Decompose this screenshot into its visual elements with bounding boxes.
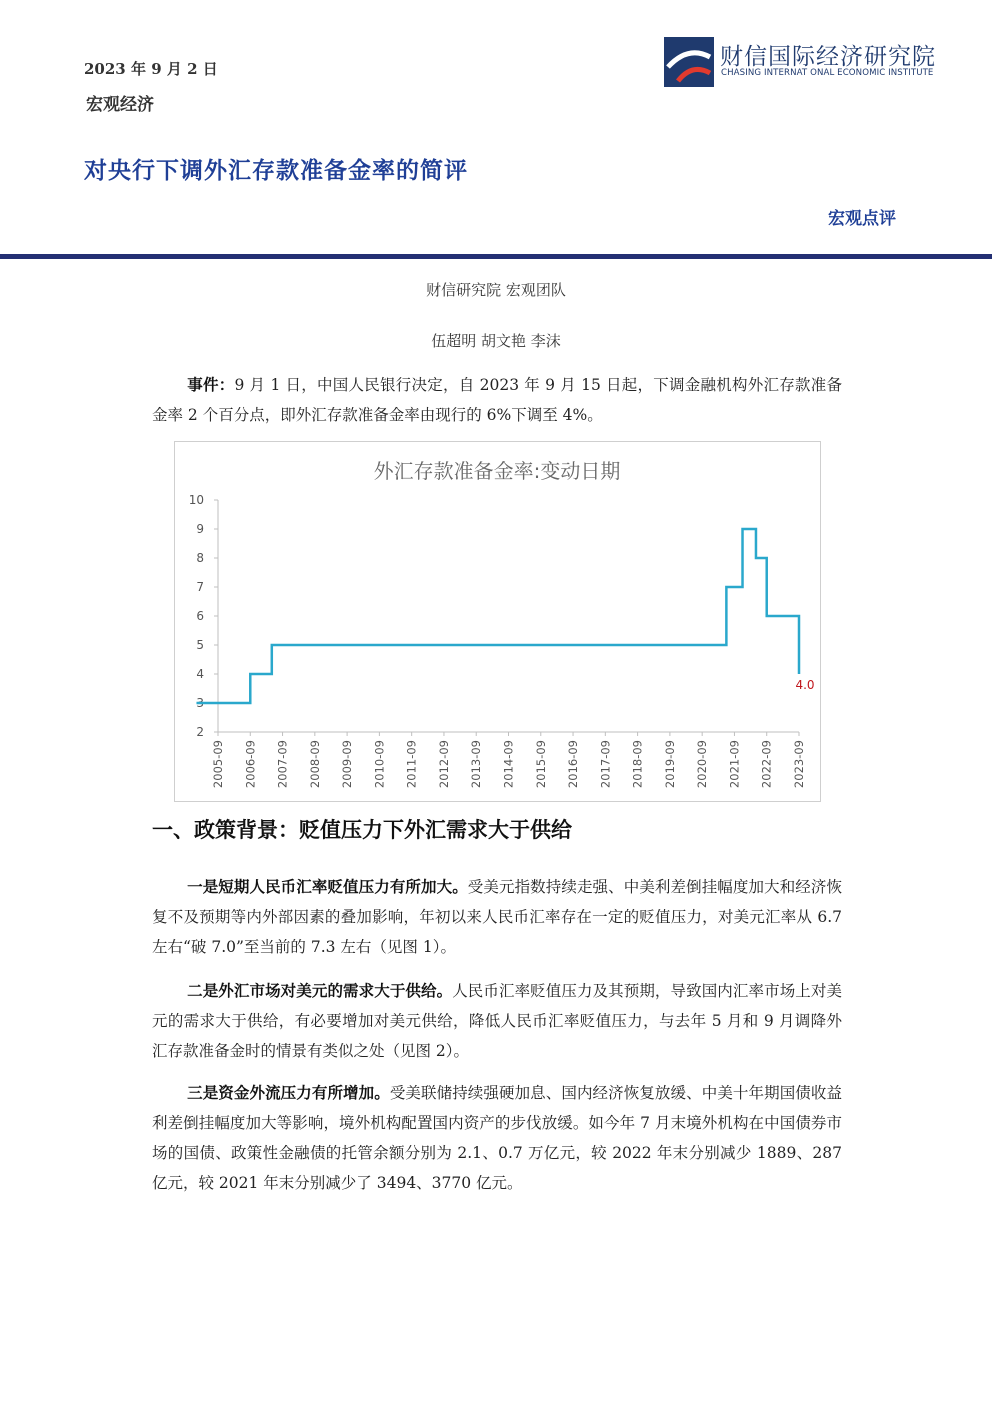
x-tick-label: 2010-09	[372, 740, 387, 789]
event-paragraph	[152, 370, 842, 430]
x-tick-label: 2023-09	[792, 740, 806, 789]
x-tick-label: 2016-09	[566, 740, 581, 789]
x-tick-label: 2005-09	[211, 740, 225, 789]
x-tick-label: 2013-09	[469, 740, 484, 789]
logo-english-name: CHASING INTERNAT ONAL ECONOMIC INSTITUTE	[721, 68, 934, 78]
x-tick-label: 2012-09	[436, 740, 451, 789]
event-text: 9 月 1 日，中国人民银行决定，自 2023 年 9 月 15 日起，下调金融机构外汇存款准备金率 2 个百分点，即外汇存款准备金率由现行的 6%下调至 4%。	[152, 376, 842, 424]
x-tick-label: 2014-09	[501, 740, 516, 789]
authors: 伍超明 胡文艳 李沫	[431, 332, 561, 350]
chart-title: 外汇存款准备金率:变动日期	[373, 459, 621, 483]
y-tick-label: 10	[188, 493, 204, 507]
x-tick-label: 2008-09	[307, 740, 322, 789]
reserve-ratio-chart	[174, 441, 821, 802]
page-title: 对央行下调外汇存款准备金率的简评	[84, 157, 468, 184]
x-tick-label: 2009-09	[340, 740, 355, 789]
paragraph-3-text: 受美联储持续强硬加息、国内经济恢复放缓、中美十年期国债收益利差倒挂幅度加大等影响，境外机构配置国内资产的步伐放缓。如今年 7 月末境外机构在中国债券市场的国债、政策性金融债的托管余额分别为 2.1、0.7 万亿元，较 2022 年末分别减少 1889、287 亿元，较 2021 年末分别减少了 3494、3770 亿元。	[152, 1084, 842, 1192]
x-tick-label: 2022-09	[759, 740, 774, 789]
x-tick-label: 2019-09	[662, 740, 677, 789]
x-tick-label: 2011-09	[404, 740, 419, 789]
paragraph-3	[152, 1078, 842, 1198]
chart-canvas	[175, 442, 820, 801]
y-tick-label: 3	[196, 696, 204, 710]
y-tick-label: 8	[196, 551, 204, 565]
x-tick-label: 2015-09	[533, 740, 548, 789]
x-tick-label: 2018-09	[630, 740, 645, 789]
report-type-label: 宏观点评	[828, 209, 896, 229]
paragraph-3-lead: 三是资金外流压力有所增加。	[187, 1083, 390, 1102]
y-tick-label: 5	[196, 638, 204, 652]
y-tick-label: 2	[196, 725, 204, 739]
series-line	[196, 529, 799, 703]
research-team: 财信研究院 宏观团队	[426, 281, 566, 299]
data-label: 4.0	[795, 678, 815, 692]
paragraph-1-text: 受美元指数持续走强、中美利差倒挂幅度加大和经济恢复不及预期等内外部因素的叠加影响，年初以来人民币汇率存在一定的贬值压力，对美元汇率从 6.7 左右“破 7.0”至当前的 7.3 左右（见图 1）。	[152, 878, 842, 956]
logo-chinese-name: 财信国际经济研究院	[720, 44, 936, 70]
paragraph-1-lead: 一是短期人民币汇率贬值压力有所加大。	[187, 877, 468, 896]
y-tick-label: 7	[196, 580, 204, 594]
paragraph-2-lead: 二是外汇市场对美元的需求大于供给。	[187, 981, 453, 1000]
header-divider	[0, 254, 992, 259]
paragraph-2	[152, 976, 842, 1066]
x-tick-label: 2020-09	[695, 740, 710, 789]
y-tick-label: 4	[196, 667, 204, 681]
y-tick-label: 6	[196, 609, 204, 623]
report-category: 宏观经济	[86, 95, 154, 115]
x-tick-label: 2007-09	[275, 740, 290, 789]
report-date: 2023 年 9 月 2 日	[84, 60, 218, 78]
logo-emblem-icon	[664, 37, 714, 87]
event-label: 事件：	[187, 375, 235, 394]
paragraph-2-text: 人民币汇率贬值压力及其预期，导致国内汇率市场上对美元的需求大于供给，有必要增加对美元供给，降低人民币汇率贬值压力，与去年 5 月和 9 月调降外汇存款准备金时的情景有类似之处（见图 2）。	[152, 982, 842, 1060]
paragraph-1	[152, 872, 842, 962]
x-tick-label: 2017-09	[598, 740, 613, 789]
y-tick-label: 9	[196, 522, 204, 536]
x-tick-label: 2006-09	[243, 740, 258, 789]
section-heading: 一、政策背景：贬值压力下外汇需求大于供给	[152, 817, 572, 842]
x-tick-label: 2021-09	[727, 740, 742, 789]
